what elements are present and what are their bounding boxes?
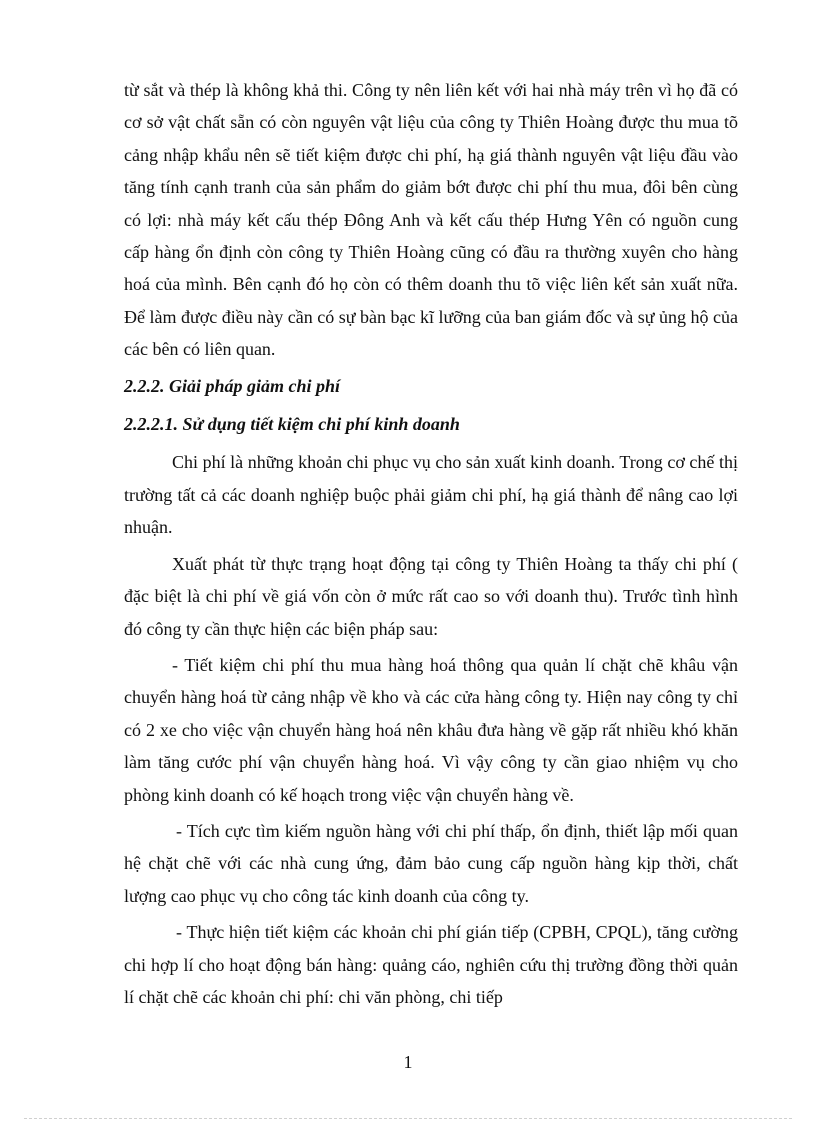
page-bottom-divider	[24, 1118, 792, 1119]
bullet-supplier-search: - Tích cực tìm kiếm nguồn hàng với chi phí thấp, ổn định, thiết lập mối quan hệ chặt chẽ với các nhà cung ứng, đảm bảo cung cấp nguồn hàng kịp thời, chất lượng cao phục vụ cho công tác kinh doanh của công ty.	[124, 820, 738, 906]
page-number: 1	[403, 1052, 413, 1072]
paragraph-cost-definition: Chi phí là những khoản chi phục vụ cho sản xuất kinh doanh. Trong cơ chế thị trường tất cả các doanh nghiệp buộc phải giảm chi phí, hạ giá thành để nâng cao lợi nhuận.	[124, 452, 738, 538]
bullet-indirect-cost: - Thực hiện tiết kiệm các khoản chi phí gián tiếp (CPBH, CPQL), tăng cường chi hợp lí cho hoạt động bán hàng: quảng cáo, nghiên cứu thị trường đồng thời quản lí chặt chẽ các khoản chi phí: chi văn phòng, chi tiếp	[124, 922, 738, 1007]
paragraph-current-state: Xuất phát từ thực trạng hoạt động tại công ty Thiên Hoàng ta thấy chi phí ( đặc biệt là chi phí về giá vốn còn ở mức rất cao so với doanh thu). Trước tình hình đó công ty cần thực hiện các biện pháp sau:	[124, 553, 738, 639]
paragraph-continuation: từ sắt và thép là không khả thi. Công ty nên liên kết với hai nhà máy trên vì họ đã có cơ sở vật chất sẵn có còn nguyên vật liệu của công ty Thiên Hoàng được thu mua tõ cảng nhập khẩu nên sẽ tiết kiệm được chi phí, hạ giá thành nguyên vật liệu đầu vào tăng tính cạnh tranh của sản phẩm do giảm bớt được chi phí thu mua, đôi bên cùng có lợi: nhà máy kết cấu thép Đông Anh và kết cấu thép Hưng Yên có nguồn cung cấp hàng ổn định còn công ty Thiên Hoàng cũng có đầu ra thường xuyên cho hàng hoá của mình. Bên cạnh đó họ còn có thêm doanh thu tõ việc liên kết sản xuất nữa. Để làm được điều này cần có sự bàn bạc kĩ lưỡng của ban giám đốc và sự ủng hộ của các bên có liên quan.	[124, 80, 738, 360]
page-content	[124, 74, 738, 1017]
section-heading: 2.2.2. Giải pháp giảm chi phí	[124, 375, 341, 396]
subsection-heading: 2.2.2.1. Sử dụng tiết kiệm chi phí kinh doanh	[124, 414, 460, 435]
bullet-purchase-cost: - Tiết kiệm chi phí thu mua hàng hoá thông qua quản lí chặt chẽ khâu vận chuyển hàng hoá từ cảng nhập về kho và các cửa hàng công ty. Hiện nay công ty chỉ có 2 xe cho việc vận chuyển hàng hoá nên khâu đưa hàng về gặp rất nhiều khó khăn làm tăng cước phí vận chuyển hàng hoá. Vì vậy công ty cần giao nhiệm vụ cho phòng kinh doanh có kế hoạch trong việc vận chuyển hàng về.	[124, 654, 738, 805]
